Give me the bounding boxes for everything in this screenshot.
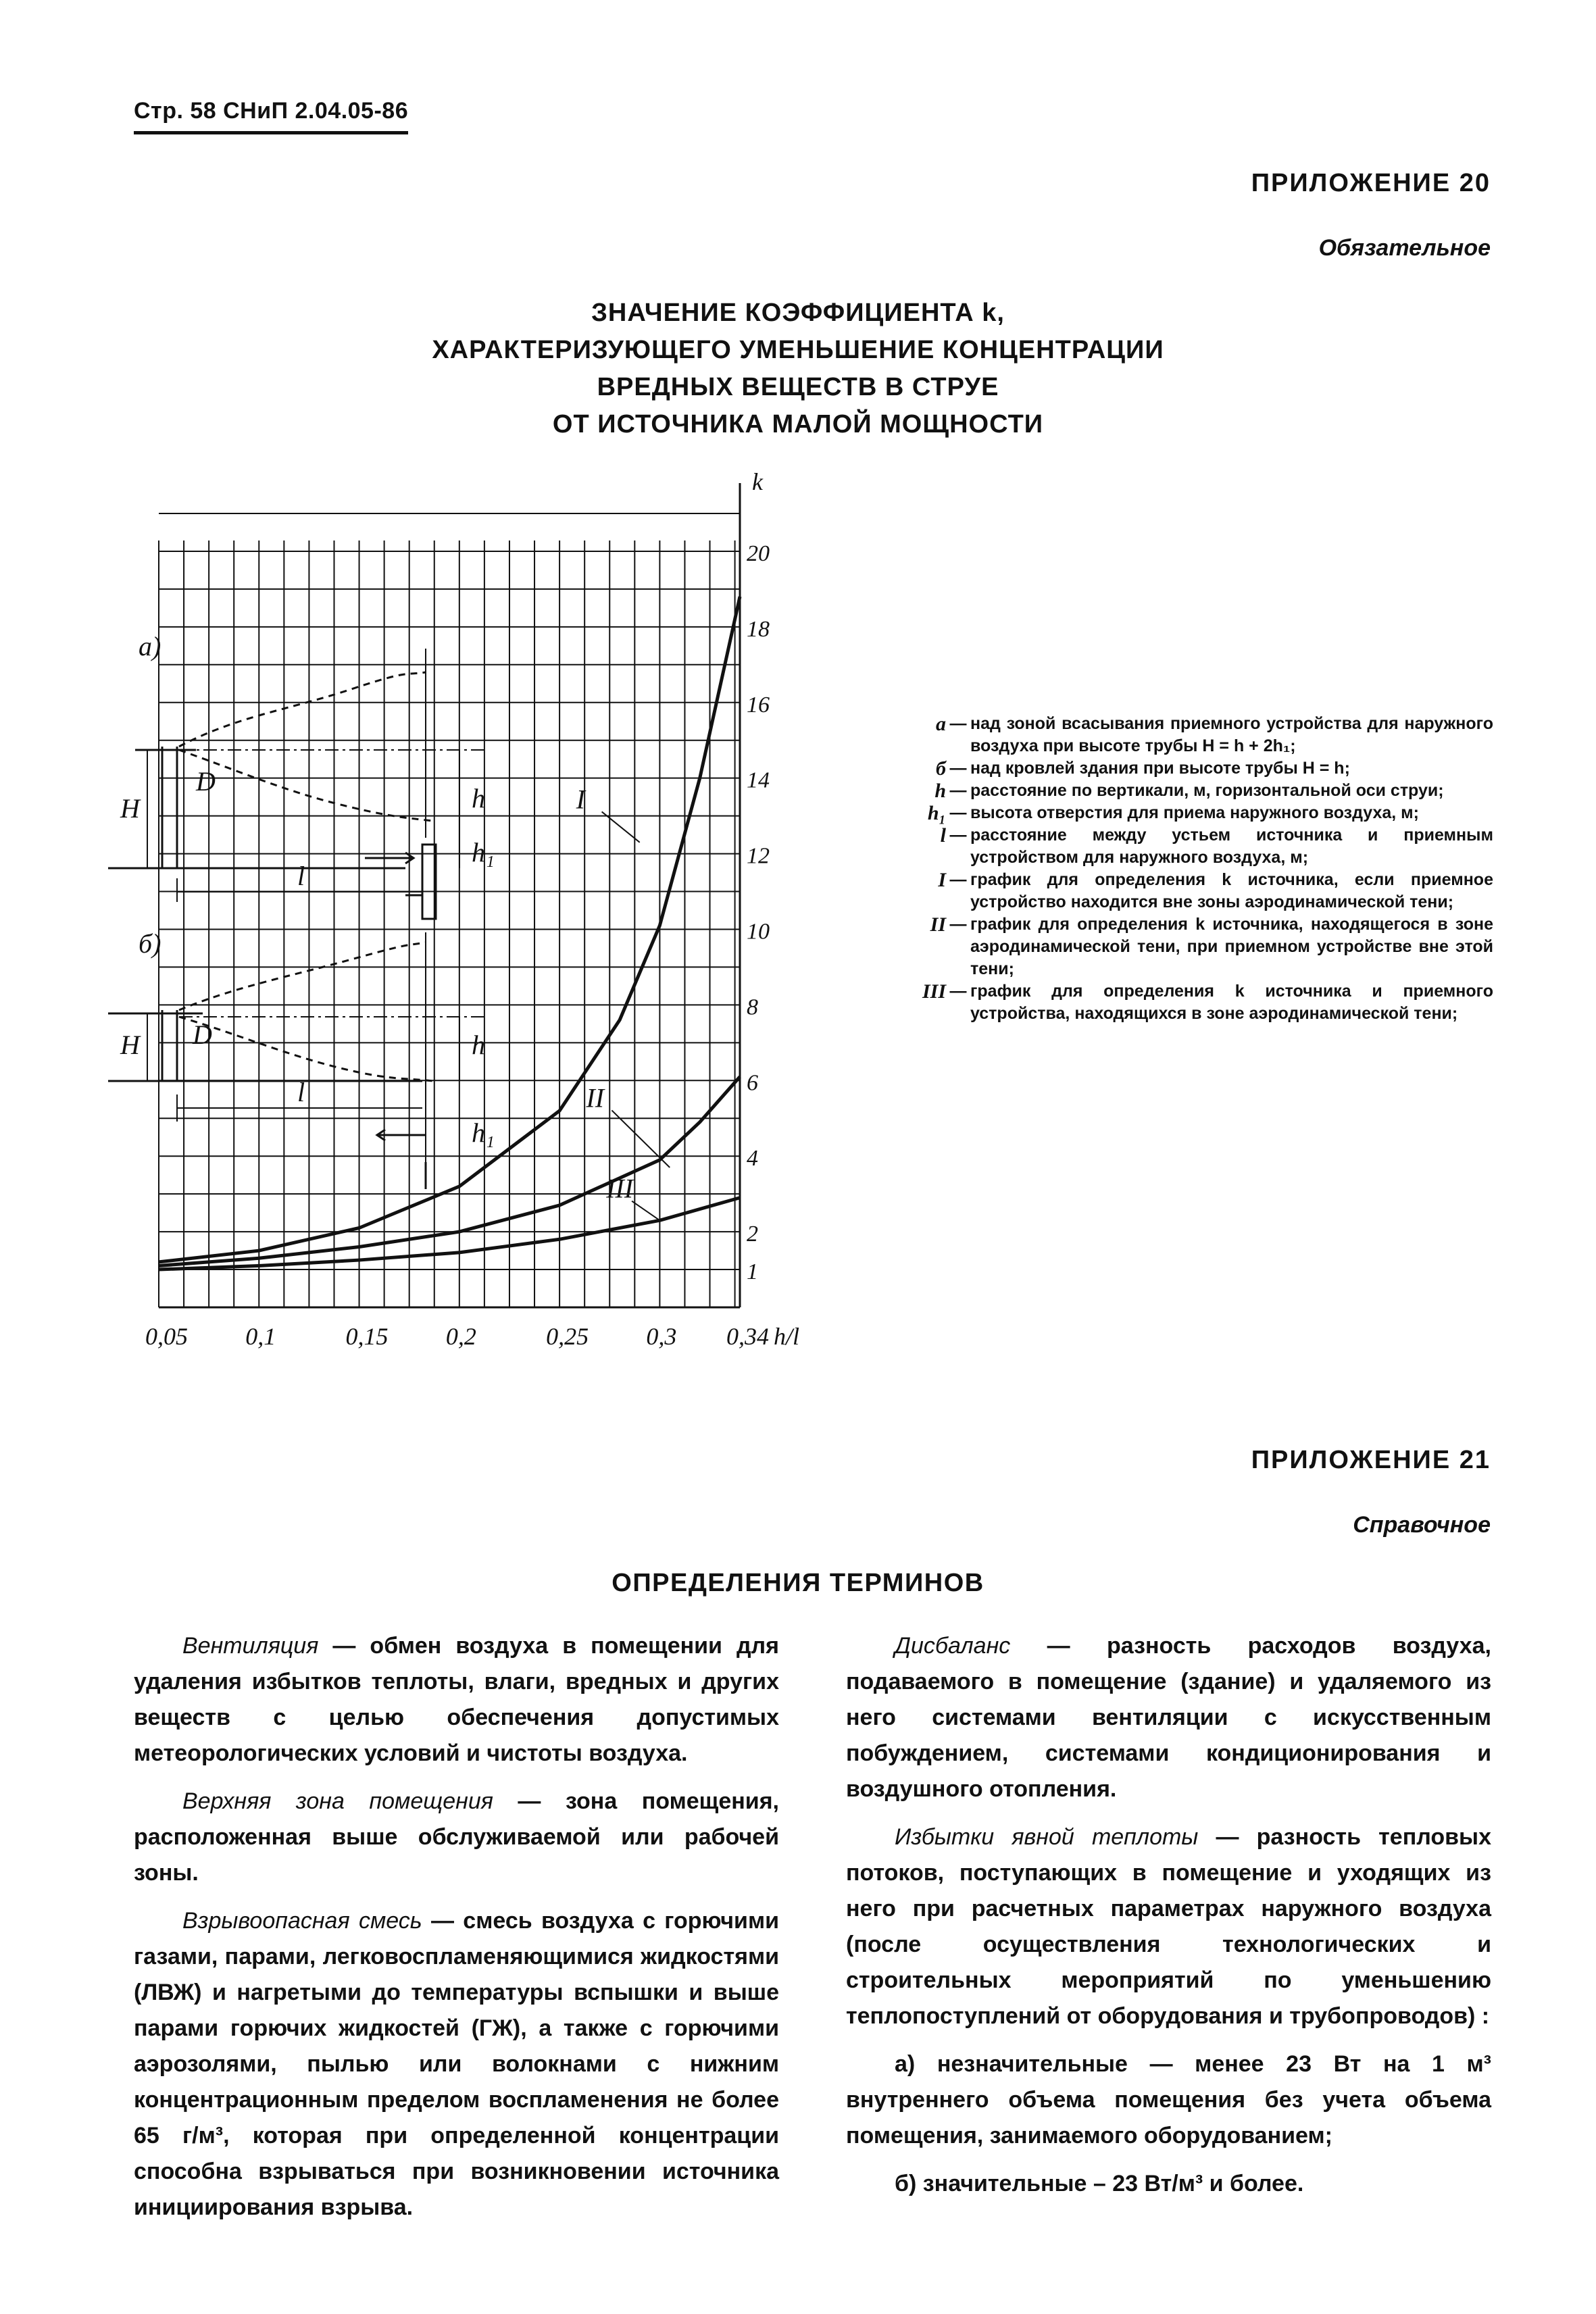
series-line-II <box>159 1077 740 1266</box>
x-tick-label: 0,25 <box>546 1323 589 1350</box>
title-line: ОТ ИСТОЧНИКА МАЛОЙ МОЩНОСТИ <box>552 410 1044 438</box>
label-l-a: l <box>297 861 305 891</box>
x-tick-label: 0,1 <box>245 1323 276 1350</box>
sub-item: б) значительные – 23 Вт/м³ и более. <box>895 2171 1304 2196</box>
legend-dash: — <box>949 870 967 889</box>
term-definition <box>134 1784 779 1891</box>
term-text: — разность расходов воздуха, подаваемого в помещение (здание) и удаляемого из него системами вентиляции с искусственным побуждением, системами кондиционирования и воздушного отопления. <box>846 1633 1491 1802</box>
x-tick-label: 0,3 <box>646 1323 677 1350</box>
y-tick-label: 14 <box>747 768 770 793</box>
legend-symbol: h₁ <box>927 802 946 824</box>
term-definition <box>134 1903 779 2225</box>
legend-symbol: I <box>938 869 946 891</box>
y-tick-label: 6 <box>747 1070 758 1096</box>
title-line: ХАРАКТЕРИЗУЮЩЕГО УМЕНЬШЕНИЕ КОНЦЕНТРАЦИИ <box>432 336 1164 364</box>
y-tick-label: 10 <box>747 919 770 945</box>
legend-text: над кровлей здания при высоте трубы H = h; <box>970 759 1350 778</box>
appendix-21-status: Справочное <box>1353 1512 1491 1538</box>
x-tick-label: 0,15 <box>345 1323 389 1350</box>
label-h1-b: h₁ <box>472 1117 495 1148</box>
legend-symbol: h <box>934 780 946 802</box>
series-label-II: II <box>586 1082 605 1113</box>
legend-text: расстояние между устьем источника и приемным устройством для наружного воздуха, м; <box>970 826 1493 867</box>
terms-left-column <box>134 1628 779 2238</box>
terms-right-column <box>846 1628 1491 2214</box>
term-text: — разность тепловых потоков, поступающих в помещение и уходящих из него при расчетных параметрах наружного воздуха (после осуществления технологических и строительных мероприятий по уменьшению теплопоступлений от оборудования и трубопроводов) : <box>846 1824 1492 2029</box>
legend <box>882 713 1493 1025</box>
y-axis-label: k <box>752 468 763 495</box>
legend-symbol: а <box>936 713 946 735</box>
term-text: — обмен воздуха в помещении для удаления избытков теплоты, влаги, вредных и других веществ с целью обеспечения допустимых метеорологических условий и чистоты воздуха. <box>134 1633 779 1766</box>
legend-item <box>882 913 1493 980</box>
label-H-a: H <box>120 793 140 824</box>
term-definition <box>846 1628 1491 1807</box>
legend-text: график для определения k источника, если приемное устройство находится вне зоны аэродинамической тени; <box>970 870 1493 911</box>
appendix-21-label: ПРИЛОЖЕНИЕ 21 <box>1251 1446 1491 1474</box>
y-tick-label: 18 <box>747 616 770 642</box>
y-tick-label: 20 <box>747 540 770 566</box>
appendix-20-label: ПРИЛОЖЕНИЕ 20 <box>1251 169 1491 197</box>
legend-dash: — <box>949 826 967 845</box>
term-name: Взрывоопасная смесь <box>182 1908 422 1934</box>
legend-text: график для определения k источника, находящегося в зоне аэродинамической тени, при приемном устройстве вне этой тени; <box>970 915 1493 978</box>
legend-text: расстояние по вертикали, м, горизонтальной оси струи; <box>970 781 1444 800</box>
label-b: б) <box>139 928 161 959</box>
legend-item <box>882 869 1493 913</box>
legend-symbol: II <box>930 913 946 936</box>
term-name: Дисбаланс <box>895 1633 1011 1659</box>
label-l-b: l <box>297 1077 305 1107</box>
label-h-a: h <box>472 783 485 813</box>
legend-dash: — <box>949 982 967 1001</box>
x-axis-label: h/l <box>774 1323 800 1350</box>
appendix-20-status: Обязательное <box>1318 235 1491 261</box>
label-D-a: D <box>196 766 216 797</box>
y-tick-label: 2 <box>747 1222 758 1247</box>
term-definition <box>134 1628 779 1771</box>
legend-text: над зоной всасывания приемного устройства для наружного воздуха при высоте трубы H = h + 2h₁; <box>970 714 1493 755</box>
legend-item <box>882 824 1493 869</box>
y-tick-label: 12 <box>747 843 770 869</box>
x-tick-label: 0,34 <box>726 1323 769 1350</box>
y-tick-label: 1 <box>747 1259 758 1285</box>
chart <box>145 468 799 1350</box>
legend-item <box>882 780 1493 802</box>
series-label-III: III <box>606 1173 634 1204</box>
appendix-21-title: ОПРЕДЕЛЕНИЯ ТЕРМИНОВ <box>612 1569 984 1597</box>
y-tick-label: 8 <box>747 995 758 1020</box>
legend-dash: — <box>949 803 967 822</box>
y-tick-label: 4 <box>747 1146 758 1172</box>
term-name: Избытки явной теплоты <box>895 1824 1199 1850</box>
series-leader-III <box>632 1201 659 1221</box>
term-definition <box>846 1819 1491 2034</box>
legend-item <box>882 757 1493 780</box>
title-line: ВРЕДНЫХ ВЕЩЕСТВ В СТРУЕ <box>597 373 999 401</box>
label-D-b: D <box>193 1020 212 1050</box>
series-label-I: I <box>576 784 585 815</box>
legend-dash: — <box>949 714 967 733</box>
legend-symbol: III <box>922 980 946 1003</box>
legend-dash: — <box>949 759 967 778</box>
y-tick-label: 16 <box>747 692 770 718</box>
legend-text: график для определения k источника и приемного устройства, находящихся в зоне аэродинамической тени; <box>970 982 1493 1023</box>
sub-item: а) незначительные — менее 23 Вт на 1 м³ внутреннего объема помещения без учета объема помещения, занимаемого оборудованием; <box>846 2051 1491 2148</box>
legend-symbol: l <box>940 824 946 847</box>
label-a: а) <box>139 631 161 661</box>
legend-dash: — <box>949 915 967 934</box>
legend-symbol: б <box>936 757 946 780</box>
page-header: Стр. 58 СНиП 2.04.05-86 <box>134 98 408 134</box>
legend-item <box>882 980 1493 1025</box>
legend-item <box>882 713 1493 757</box>
term-text: — смесь воздуха с горючими газами, парами, легковоспламеняющимися жидкостями (ЛВЖ) и нагретыми до температуры вспышки и выше парами горючих жидкостей (ГЖ), а также с горючими аэрозолями, пылью или волокнами с нижним концентрационным пределом воспламенения не более 65 г/м³, которая при определенной концентрации способна взрываться при возникновении источника инициирования взрыва. <box>134 1908 779 2220</box>
label-h1-a: h₁ <box>472 837 495 867</box>
legend-dash: — <box>949 781 967 800</box>
diagram-b <box>108 932 487 1189</box>
term-name: Верхняя зона помещения <box>182 1788 493 1814</box>
label-H-b: H <box>120 1030 140 1060</box>
x-tick-label: 0,2 <box>445 1323 476 1350</box>
label-h-b: h <box>472 1030 485 1060</box>
term-name: Вентиляция <box>182 1633 319 1659</box>
term-text: — зона помещения, расположенная выше обслуживаемой или рабочей зоны. <box>134 1788 779 1886</box>
x-tick-label: 0,05 <box>145 1323 188 1350</box>
legend-item <box>882 802 1493 824</box>
title-line: ЗНАЧЕНИЕ КОЭФФИЦИЕНТА k, <box>591 299 1005 327</box>
legend-text: высота отверстия для приема наружного воздуха, м; <box>970 803 1419 822</box>
